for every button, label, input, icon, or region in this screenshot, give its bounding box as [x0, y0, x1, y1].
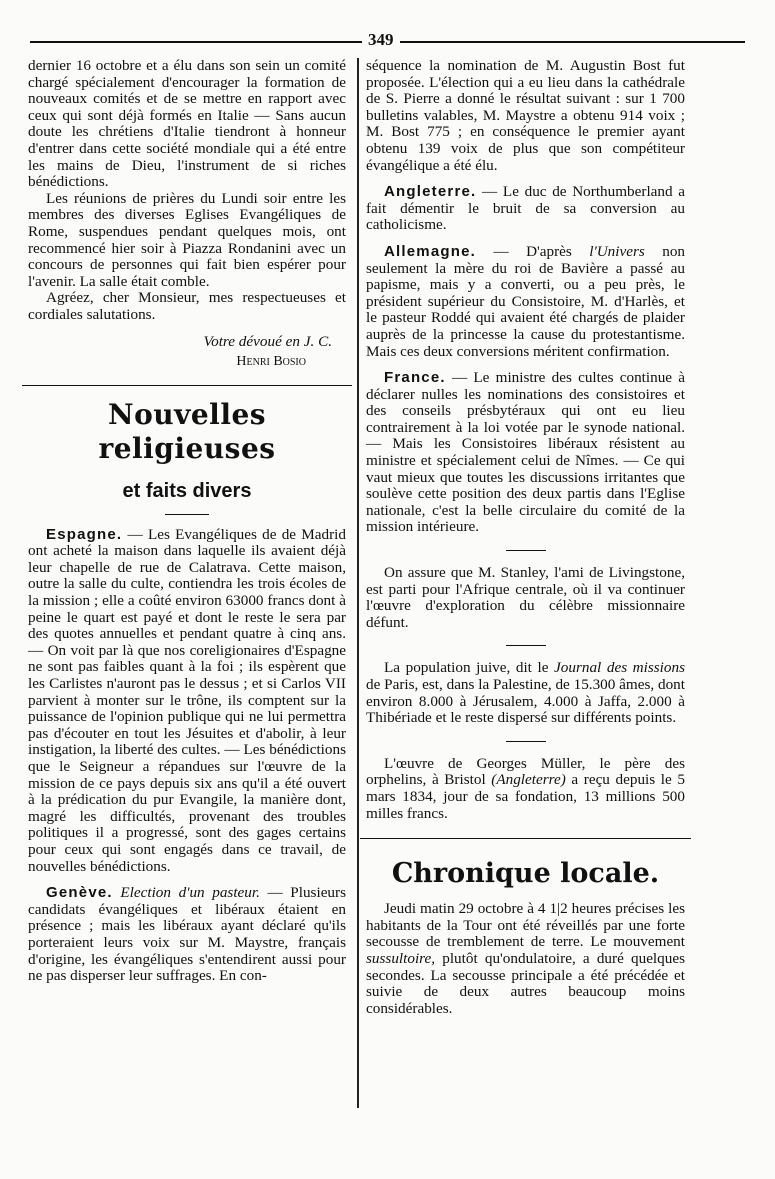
section-subtitle: et faits divers: [122, 479, 252, 502]
source-univers: l'Univers: [589, 242, 645, 260]
news-population-juive: [366, 660, 685, 726]
letter-paragraph-2: Les réunions de prières du Lundi soir entre les membres des diverses Eglises Evangéliques de Rome, suspendues pendant quelques mois, ont recommencé hier soir à Piazza Rondanini avec un concours de personnes qui fait bien espérer pour l'avenir. La salle était comble.: [28, 189, 346, 290]
text-chron-2: plutôt qu'ondulatoire, a duré quelques secondes. La secousse principale a été précédée et suivie de deux autres beaucoup moins considérables.: [366, 949, 685, 1017]
news-allemagne: [366, 244, 685, 360]
page-number: 349: [362, 30, 400, 50]
news-stanley: On assure que M. Stanley, l'ami de Livingstone, est parti pour l'Afrique centrale, où il va continuer l'œuvre d'exploration du célèbre missionnaire défunt.: [366, 564, 685, 631]
geneve-continued: séquence la nomination de M. Augustin Bost fut proposée. L'élection qui a eu lieu dans la cathédrale de S. Pierre a donné le résultat suivant : sur 1 700 bulletins valables, M. Maystre a obtenu 914 voix ; M. Bost 775 ; en conséquence le premier ayant obtenu 139 voix de plus que son compétiteur évangélique a été élu.: [366, 57, 685, 174]
left-column: [28, 58, 346, 985]
section-rule: [22, 385, 352, 386]
letter-closing: Votre dévoué en J. C.: [203, 332, 332, 350]
news-muller: [366, 756, 685, 822]
heading-france: France.: [384, 369, 446, 387]
source-journal-missions: Journal des missions: [554, 659, 685, 677]
text-espagne: — Les Evangéliques de de Madrid ont acheté la maison dans laquelle ils avaient déjà leur chapelle de rue de Calatrava. Cette maison, outre la salle du culte, contiendra les trois écoles de la mission ; elle a coûté environ 63000 francs dont à peine le quart est payé et dont le reste le sera par des quotes annuelles et pendant quatre à cinq ans. — On voit par là que nos coreligionaires d'Espagne ne sont pas faibles quant à la foi ; ils espèrent que les Carlistes n'auront pas le dessus ; et si Carlos VII parvient à monter sur le trône, ils comptent sur la puissance de l'opinion publique qui ne lui permettra pas d'écouter en tout les Jésuites et d'abolir, à leur instigation, la liberté des cultes. — Les bénédictions que le Seigneur a répandues sur l'œuvre de la mission de ce pays depuis six ans qu'il a été ouvert à la prédication du pur Evangile, la manière dont, magré les difficultés, provenant des troubles politiques il a progressé, sont des gages certains pour ceux qui sont engagés dans ce travail, de nouvelles bénédictions.: [28, 525, 346, 875]
right-column: [366, 58, 685, 1017]
letter-closing-paragraph: Agréez, cher Monsieur, mes respectueuses et cordiales salutations.: [28, 289, 346, 323]
letter-signature: Henri Bosio: [236, 354, 306, 370]
subheading-geneve: Election d'un pasteur.: [120, 884, 260, 902]
chronique-text: [366, 901, 685, 1017]
heading-angleterre: Angleterre.: [384, 183, 477, 201]
news-angleterre: [366, 184, 685, 234]
separator-3: [506, 741, 546, 742]
text-allemagne-2: non seulement la mère du roi de Bavière a passé au papisme, mais y a converti, ou a peu près, le président supérieur du Consistoire, M. d'Harlès, et le pasteur Roddé qui avaient été chargés de plaider auprès de la princesse la cause du protestantisme. Mais ces deux conversions méritent confirmation.: [366, 242, 685, 360]
heading-espagne: Espagne.: [46, 525, 123, 543]
chronique-title: Chronique locale.: [391, 858, 660, 890]
heading-geneve: Genève.: [46, 884, 113, 902]
section-title: Nouvelles religieuses: [98, 397, 276, 465]
place-angleterre: (Angleterre): [491, 771, 566, 789]
text-geneve: — Plusieurs candidats évangéliques et libéraux étaient en présence ; mais les libéraux ayant déclaré qu'ils porteraient leurs voix sur M. Maystre, français d'origine, les évangéliques s'entendirent aussi pour ne pas disperser leur suffrages. En con-: [28, 884, 346, 985]
text-muller-1: L'œuvre de Georges Müller, le père des orphelins, à Bristol: [366, 754, 685, 789]
column-divider: [357, 58, 359, 1108]
title-separator: [165, 514, 209, 515]
news-geneve: [28, 885, 346, 985]
text-chron-italic: sussultoire,: [366, 949, 436, 967]
letter-paragraph-1: dernier 16 octobre et a élu dans son sein un comité chargé spécialement d'encourager la formation de nouveaux comités et de se mettre en rapport avec ceux qui sont déjà formés en Italie — Sans aucun doute les chrétiens d'Italie tiendront à honneur d'entrer dans cette société mondiale qui a été entre les mains de Dieu, l'instrument de si riches bénédictions.: [28, 57, 346, 191]
chronique-rule: [360, 838, 691, 839]
text-france: — Le ministre des cultes continue à déclarer nulles les nominations des consistoires et des conseils présbytéraux qui ont eu lieu contrairement à la loi votée par le synode national. — Mais les Consistoires libéraux résistent au ministre et spécialement celui de Nîmes. — Ce qui vaut mieux que toutes les discussions irritantes que soulève cette position des deux partis dans l'Eglise nationale, c'est la belle circulaire du comité de la mission intérieure.: [366, 369, 685, 536]
news-france: [366, 370, 685, 536]
text-juive-2: de Paris, est, dans la Palestine, de 15.300 âmes, dont environ 8.000 à Jérusalem, 4.000 à Jaffa, 2.000 à Thibériade et le reste dispersé sur différents points.: [366, 676, 685, 727]
text-juive-1: La population juive, dit le: [384, 659, 555, 677]
separator-2: [506, 645, 546, 646]
heading-allemagne: Allemagne.: [384, 242, 477, 260]
text-chron-1: Jeudi matin 29 octobre à 4 1|2 heures précises les habitants de la Tour ont été réveillés par une forte secousse de tremblement de terre. Le mouvement: [366, 900, 685, 951]
separator-1: [506, 550, 546, 551]
page-header: [30, 30, 745, 50]
text-muller-2: a reçu depuis le 5 mars 1834, jour de sa fondation, 13 millions 500 milles francs.: [366, 771, 685, 822]
news-espagne: [28, 527, 346, 875]
text-angleterre: — Le duc de Northumberland a fait démentir le bruit de sa conversion au catholicisme.: [366, 183, 685, 234]
text-allemagne-1: — D'après: [476, 242, 590, 260]
